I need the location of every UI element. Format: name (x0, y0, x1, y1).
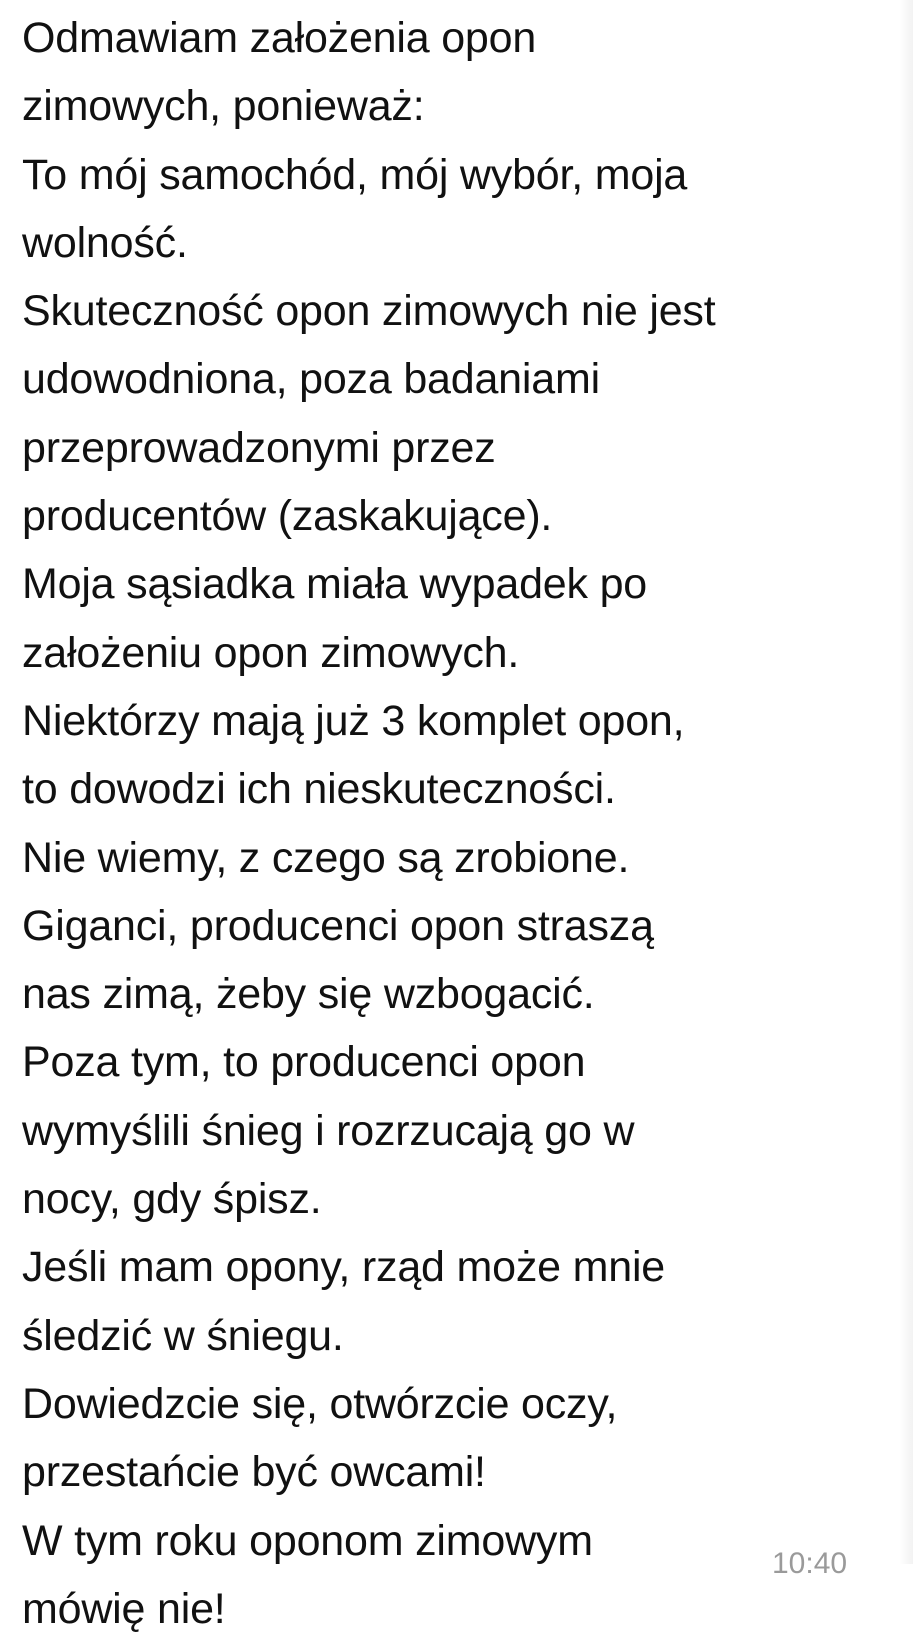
message-timestamp: 10:40 (772, 1547, 848, 1580)
message-line: Moja sąsiadka miała wypadek po (22, 560, 647, 609)
message-line: udowodniona, poza badaniami (22, 355, 600, 404)
message-text (22, 4, 892, 1643)
bubble-edge-shadow (899, 0, 913, 1564)
message-line: Giganci, producenci opon straszą (22, 901, 654, 950)
message-line: producentów (zaskakujące). (22, 492, 553, 541)
message-line: to dowodzi ich nieskuteczności. (22, 765, 616, 814)
message-line: W tym roku oponom zimowym (22, 1516, 593, 1565)
message-line: Nie wiemy, z czego są zrobione. (22, 833, 630, 882)
message-line: Niektórzy mają już 3 komplet opon, (22, 696, 685, 745)
message-line: nocy, gdy śpisz. (22, 1175, 322, 1224)
message-line: wolność. (22, 218, 188, 267)
message-line: śledzić w śniegu. (22, 1311, 344, 1360)
message-line: przestańcie być owcami! (22, 1448, 486, 1497)
message-line: Poza tym, to producenci opon (22, 1038, 586, 1087)
message-line: nas zimą, żeby się wzbogacić. (22, 970, 595, 1019)
message-line: przeprowadzonymi przez (22, 423, 496, 472)
message-line: mówię nie! (22, 1584, 226, 1633)
message-line: To mój samochód, mój wybór, moja (22, 150, 688, 199)
message-line: założeniu opon zimowych. (22, 628, 520, 677)
message-line: wymyślili śnieg i rozrzucają go w (22, 1106, 635, 1155)
message-line: Odmawiam założenia opon (22, 14, 537, 62)
message-line: Dowiedzcie się, otwórzcie oczy, (22, 1379, 618, 1428)
message-line: Jeśli mam opony, rząd może mnie (22, 1243, 666, 1292)
message-line: zimowych, ponieważ: (22, 82, 425, 131)
message-line: Skuteczność opon zimowych nie jest (22, 287, 716, 336)
